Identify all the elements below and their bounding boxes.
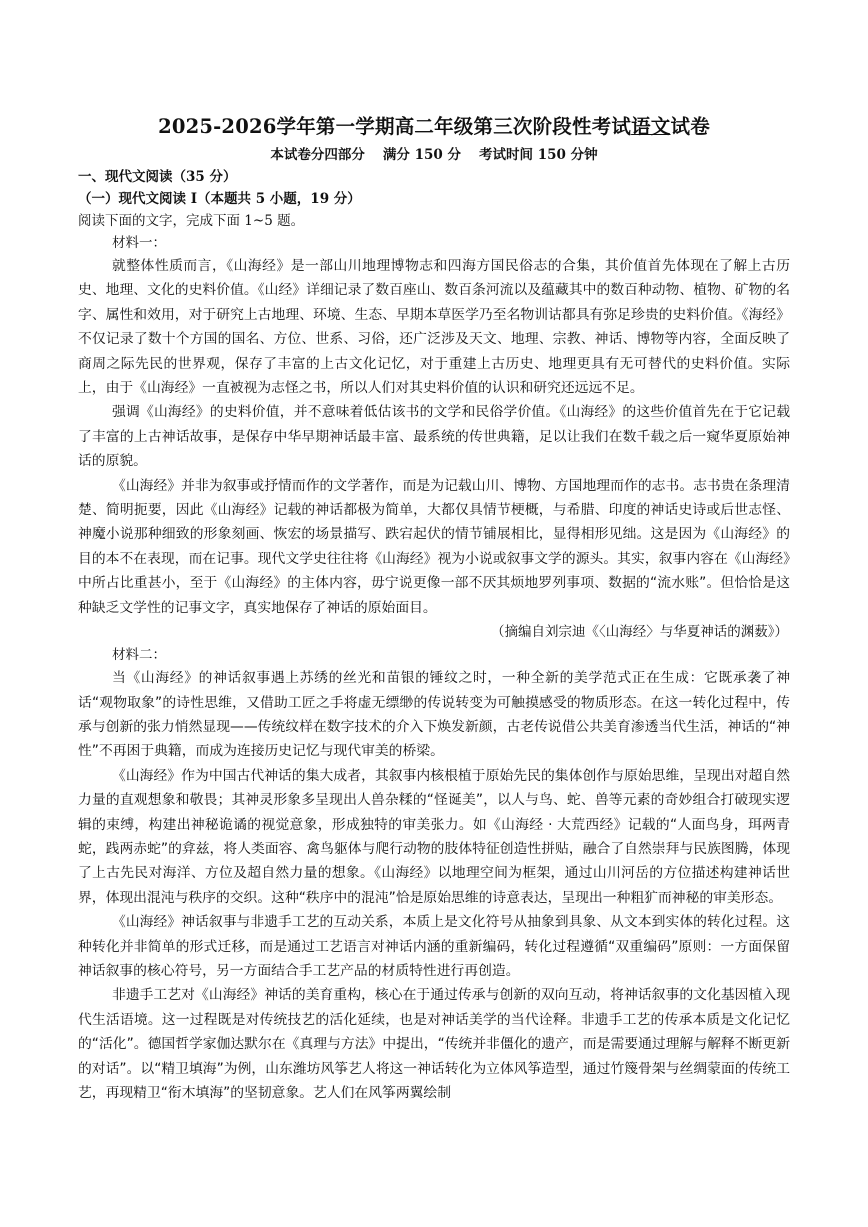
- paragraph: 强调《山海经》的史料价值，并不意味着低估该书的文学和民俗学价值。《山海经》的这些价值首先在于它记载了丰富的上古神话故事，是保存中华早期神话最丰富、最系统的传世典籍，足以让我们在数千载之后一窥华夏原始神话的原貌。: [78, 404, 790, 470]
- paragraph: 《山海经》神话叙事与非遗手工艺的互动关系，本质上是文化符号从抽象到具象、从文本到实体的转化过程。这种转化并非简单的形式迁移，而是通过工艺语言对神话内涵的重新编码，转化过程遵循“双重编码”原则：一方面保留神话叙事的核心符号，另一方面结合手工艺产品的材质特性进行再创造。: [78, 914, 790, 979]
- exam-parts: 本试卷分四部分: [270, 147, 365, 163]
- paragraph: 《山海经》作为中国古代神话的集大成者，其叙事内核根植于原始先民的集体创作与原始思维，呈现出对超自然力量的直观想象和敬畏；其神灵形象多呈现出人兽杂糅的“怪诞美”，以人与鸟、蛇、兽等元素的奇妙组合打破现实逻辑的束缚，构建出神秘诡谲的视觉意象，形成独特的审美张力。如《山海经 · 大荒西经》记载的“人面鸟身，珥两青蛇，践两赤蛇”的弇兹，将人类面容、禽鸟躯体与爬行动物的肢体特征创造性拼贴，融合了自然崇拜与民族图腾，体现了上古先民对海洋、方位及超自然力量的想象。《山海经》以地理空间为框架，通过山川河岳的方位描述构建神话世界，体现出混沌与秩序的交织。这种“秩序中的混沌”恰是原始思维的诗意表达，呈现出一种粗犷而神秘的审美形态。: [78, 767, 790, 906]
- material-source: （摘编自刘宗迪《〈山海经〉与华夏神话的渊薮》）: [491, 624, 788, 641]
- paragraph: 《山海经》并非为叙事或抒情而作的文学著作，而是为记载山川、博物、方国地理而作的志书。志书贵在条理清楚、简明扼要，因此《山海经》记载的神话都极为简单，大都仅具情节梗概，与希腊、印度的神话史诗或后世志怪、神魔小说那种细致的形象刻画、恢宏的场景描写、跌宕起伏的情节铺展相比，显得相形见绌。这是因为《山海经》的目的本不在表现，而在记事。现代文学史往往将《山海经》视为小说或叙事文学的源头。其实，叙事内容在《山海经》中所占比重甚小，至于《山海经》的主体内容，毋宁说更像一部不厌其烦地罗列事项、数据的“流水账”。但恰恰是这种缺乏文学性的记事文字，真实地保存了神话的原始面目。: [78, 477, 790, 616]
- paragraph: 当《山海经》的神话叙事遇上苏绣的丝光和苗银的锤纹之时，一种全新的美学范式正在生成：它既承袭了神话“观物取象”的诗性思维，又借助工匠之手将虚无缥缈的传说转变为可触摸感受的物质形态。在这一转化过程中，传承与创新的张力悄然显现——传统纹样在数字技术的介入下焕发新颜，古老传说借公共美育渗透当代生活，神话的“神性”不再困于典籍，而成为连接历史记忆与现代审美的桥梁。: [78, 670, 790, 760]
- exam-score: 满分 150 分: [382, 147, 461, 163]
- paragraph: 就整体性质而言，《山海经》是一部山川地理博物志和四海方国民俗志的合集，其价值首先体现在了解上古历史、地理、文化的史料价值。《山经》详细记录了数百座山、数百条河流以及蕴藏其中的数百种动物、植物、矿物的名字、属性和效用，对于研究上古地理、环境、生态、早期本草医学乃至名物训诂都具有弥足珍贵的史料价值。《海经》不仅记录了数十个方国的国名、方位、世系、习俗，还广泛涉及天文、地理、宗教、神话、博物等内容，全面反映了商周之际先民的世界观，保存了丰富的上古文化记忆，对于重建上古历史、地理更具有无可替代的史料价值。实际上，由于《山海经》一直被视为志怪之书，所以人们对其史料价值的认识和研究还远远不足。: [78, 258, 790, 397]
- reading-instruction: 阅读下面的文字，完成下面 1~5 题。: [78, 213, 305, 229]
- subsection-heading: （一）现代文阅读 I（本题共 5 小题，19 分）: [78, 191, 361, 207]
- title-prefix: 2025-2026学年第一学期高二年级第三次阶段性考试: [158, 115, 632, 138]
- paragraph: 非遗手工艺对《山海经》神话的美育重构，核心在于通过传承与创新的双向互动，将神话叙事的文化基因植入现代生活语境。这一过程既是对传统技艺的活化延续，也是对神话美学的当代诠释。非遗手工艺的传承本质是文化记忆的“活化”。德国哲学家伽达默尔在《真理与方法》中提出，“传统并非僵化的遗产，而是需要通过理解与解释不断更新的对话”。以“精卫填海”为例，山东潍坊风筝艺人将这一神话转化为立体风筝造型，通过竹篾骨架与丝绸蒙面的传统工艺，再现精卫“衔木填海”的坚韧意象。艺人们在风筝两翼绘制: [78, 987, 790, 1101]
- material-label: 材料二：: [112, 647, 166, 664]
- exam-info: [78, 144, 790, 166]
- material-label: 材料一：: [112, 235, 166, 251]
- title-subject: 语文: [631, 115, 671, 138]
- exam-title: [78, 112, 790, 142]
- section-heading: 一、现代文阅读（35 分）: [78, 169, 237, 185]
- exam-time: 考试时间 150 分钟: [479, 147, 598, 163]
- title-suffix: 试卷: [670, 115, 710, 138]
